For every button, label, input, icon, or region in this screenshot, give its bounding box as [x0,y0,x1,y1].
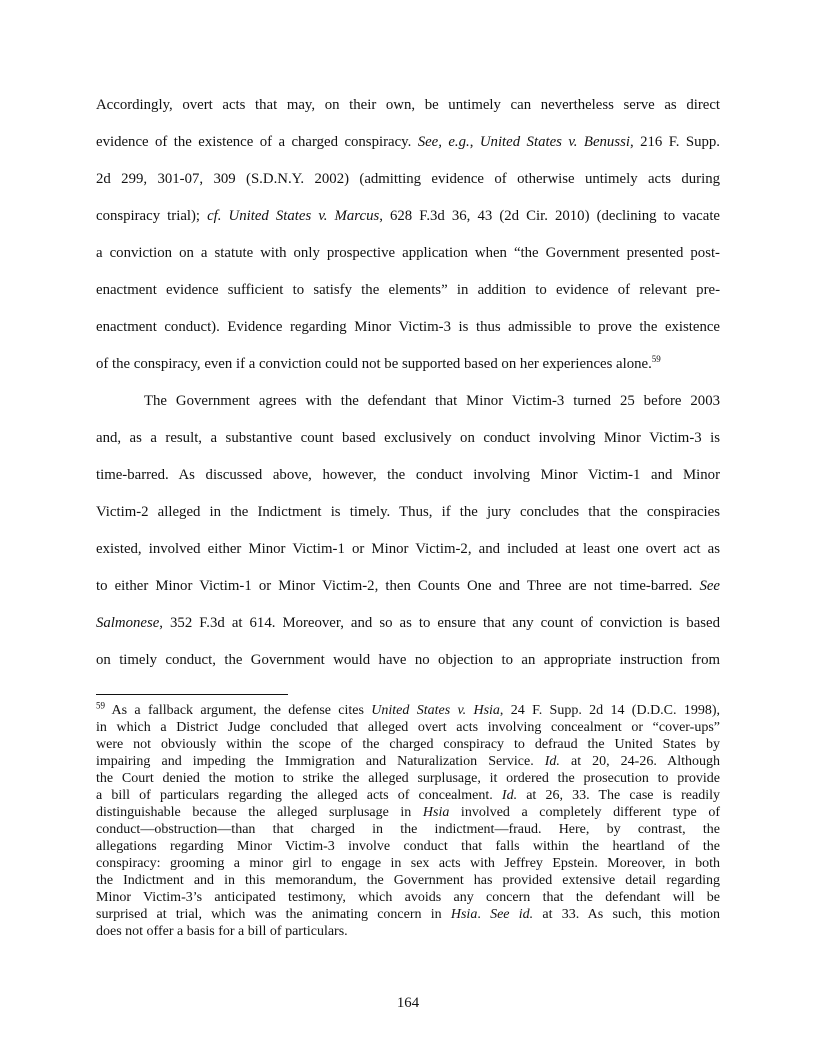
text-run: Minor Victim-3’s anticipated testimony, which avoids any concern that the defendant will be [96,890,720,905]
text-run: evidence of the existence of a charged conspiracy. [96,134,418,150]
citation-text: United States v. Benussi [479,134,630,150]
text-line [96,127,720,164]
text-line [96,423,720,460]
text-run: The Government agrees with the defendant that Minor Victim-3 turned 25 before 2003 [144,393,720,409]
text-run: distinguishable because the alleged surplusage in [96,805,423,820]
text-run: on timely conduct, the Government would have no objection to an appropriate instruction from [96,652,720,668]
footnote-line [96,753,720,770]
citation-text: cf. United States v. Marcus [207,208,380,224]
text-run: Victim-2 alleged in the Indictment is timely. Thus, if the jury concludes that the conspiracies [96,504,720,520]
footnote-line [96,821,720,838]
footnote-line [96,770,720,787]
text-run: a conviction on a statute with only prospective application when “the Government presented post- [96,245,720,261]
text-run: a bill of particulars regarding the alleged acts of concealment. [96,788,502,803]
text-line [96,349,720,386]
text-run: existed, involved either Minor Victim-1 or Minor Victim-2, and included at least one overt act as [96,541,720,557]
text-line [96,608,720,645]
text-run: surprised at trial, which was the animating concern in [96,907,451,922]
text-run: , [469,134,480,150]
text-line [96,275,720,312]
footnote-line [96,736,720,753]
footnote-line [96,804,720,821]
text-run: were not obviously within the scope of the charged conspiracy to defraud the United States by [96,737,720,752]
text-run: the Indictment and in this memorandum, the Government has provided extensive detail regarding [96,873,720,888]
text-line [96,201,720,238]
citation-text: United States v. Hsia [371,703,500,718]
citation-text: See, e.g. [417,134,470,150]
citation-text: See id. [490,907,534,922]
citation-text: Hsia [422,805,450,820]
footnote-marker: 59 [96,700,105,711]
citation-text: Hsia [450,907,478,922]
text-run: , 352 F.3d at 614. Moreover, and so as to ensure that any count of conviction is based [159,615,720,631]
footnote-line [96,906,720,923]
footnote-line [96,838,720,855]
footnote-line [96,702,720,719]
footnote-line [96,719,720,736]
text-run: Accordingly, overt acts that may, on their own, be untimely can nevertheless serve as direct [96,97,720,113]
text-line [96,534,720,571]
main-text [96,90,720,682]
citation-text: Id. [544,754,560,769]
footnote-59 [96,702,720,940]
page-number: 164 [396,995,420,1011]
text-line [96,645,720,682]
text-run: 2d 299, 301-07, 309 (S.D.N.Y. 2002) (admitting evidence of otherwise untimely acts during [96,171,720,187]
text-run: . [477,907,491,922]
text-line [96,164,720,201]
footnote-line [96,787,720,804]
text-run: the Court denied the motion to strike the alleged surplusage, it ordered the prosecution to provide [96,771,720,786]
text-line [96,386,720,423]
text-run: of the conspiracy, even if a conviction could not be supported based on her experiences alone. [96,356,652,372]
text-line [96,90,720,127]
text-line [96,571,720,608]
text-line [96,312,720,349]
text-run: conduct—obstruction—than that charged in the indictment—fraud. Here, by contrast, the [96,822,720,837]
text-line [96,460,720,497]
text-run: enactment evidence sufficient to satisfy the elements” in addition to evidence of relevant pre- [96,282,720,298]
text-run: As a fallback argument, the defense cites [105,703,372,718]
text-run: , 628 F.3d 36, 43 (2d Cir. 2010) (declining to vacate [379,208,720,224]
text-run: time-barred. As discussed above, however, the conduct involving Minor Victim-1 and Minor [96,467,720,483]
citation-text: See [699,578,720,594]
citation-text: Salmonese [96,615,160,631]
text-run: impairing and impeding the Immigration and Naturalization Service. [96,754,545,769]
text-run: conspiracy trial); [96,208,208,224]
text-run: at 26, 33. The case is readily [517,788,720,803]
text-run: and, as a result, a substantive count based exclusively on conduct involving Minor Victim-3 is [96,430,720,446]
text-run: at 33. As such, this motion [533,907,721,922]
text-run: at 20, 24-26. Although [559,754,721,769]
text-run: enactment conduct). Evidence regarding Minor Victim-3 is thus admissible to prove the existence [96,319,720,335]
footnote-marker: 59 [651,354,661,365]
citation-text: Id. [501,788,518,803]
footnote-line [96,855,720,872]
text-line [96,238,720,275]
footnote-line [96,923,720,940]
text-line [96,497,720,534]
text-run: conspiracy: grooming a minor girl to engage in sex acts with Jeffrey Epstein. Moreover, in both [96,856,720,871]
text-run: , 24 F. Supp. 2d 14 (D.D.C. 1998), [499,703,720,718]
footnote-line [96,872,720,889]
text-run: in which a District Judge concluded that alleged overt acts involving concealment or “cover-ups” [96,720,720,735]
text-run: , 216 F. Supp. [629,134,720,150]
footnote-divider [96,694,288,695]
text-run: to either Minor Victim-1 or Minor Victim-2, then Counts One and Three are not time-barred. [96,578,700,594]
text-run: allegations regarding Minor Victim-3 involve conduct that falls within the heartland of the [96,839,720,854]
text-run: does not offer a basis for a bill of particulars. [96,924,348,939]
footnote-line [96,889,720,906]
text-run: involved a completely different type of [449,805,720,820]
